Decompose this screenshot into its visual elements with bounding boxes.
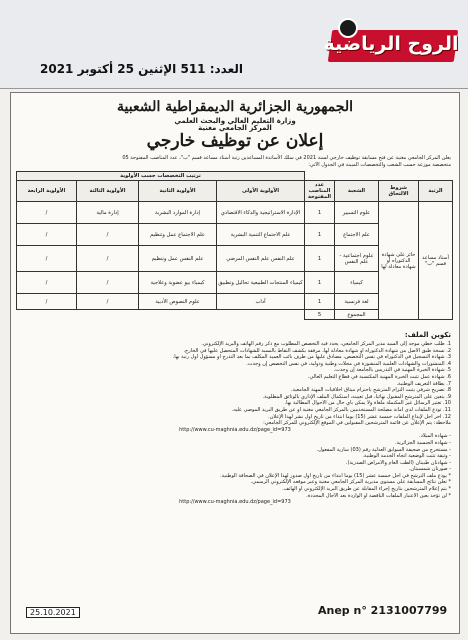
list-item: 8. تصريح شرفي يثبت التزام المترشح باحترام ميثاق أخلاقيات المهنة الجامعية. — [290, 387, 451, 394]
priority-cell: الإدارة الاستراتيجية والذكاء الاقتصادي — [217, 202, 305, 224]
header-cell: الأولوية الرابعة — [16, 181, 76, 202]
list-item: - شهادة الجنسية الجزائرية. — [395, 439, 451, 446]
list-item: - مستخرج من صحيفة السوابق العدلية رقم (03) سارية المفعول. — [316, 446, 451, 453]
announcement-title: إعلان عن توظيف خارجي — [146, 131, 324, 151]
table-header-row — [16, 181, 452, 202]
positions-table — [17, 171, 453, 320]
intro-text: يعلن المركز الجامعي مغنية عن فتح مسابقة توظيف خارجي لسنة 2021 في سلك الأساتذة المساعدين رتبة أستاذ مساعد قسم "ب"، عدد المناصب المفتوحة 05 — [122, 155, 451, 161]
priority-cell: علم الاجتماع عمل وتنظيم — [139, 224, 217, 246]
newspaper-masthead — [0, 0, 468, 89]
header-cell: الأولوية الثانية — [139, 181, 217, 202]
anep-number: Anep n° 2131007799 — [318, 604, 448, 617]
priority-cell: إدارة مالية — [77, 202, 139, 224]
list-item: 1. طلب خطي موجه إلى السيد مدير المركز الجامعي، يحدد فيه التخصص المطلوب مع ذكر رقم الهاتف والبريد الإلكتروني. — [201, 341, 451, 347]
header-cell: الأولوية الثالثة — [77, 181, 139, 202]
list-item: * يودع ملف الترشح في أجل خمسة عشر (15) يوما ابتداء من تاريخ أول صدور لهذا الإعلان في الصحافة الوطنية. — [220, 472, 451, 479]
priority-group-header: ترتيب التخصصات حسب الأولوية — [16, 172, 304, 181]
list-item: - شهادتان طبيتان (الطب العام والأمراض الصدرية). — [345, 459, 451, 466]
list-item: 5. شهادة الخبرة المهنية في التدريس بالجامعة إن وجدت. — [333, 367, 451, 374]
list-item: * لن تؤخذ بعين الاعتبار الملفات الناقصة أو الواردة بعد الآجال المحددة. — [306, 492, 451, 499]
priority-cell: علوم النصوص الأدبية — [139, 294, 217, 310]
total-value: 5 — [305, 310, 335, 320]
count-cell: 1 — [305, 272, 335, 294]
priority-cell: / — [16, 294, 76, 310]
priority-cell: علم الاجتماع التنمية البشرية — [217, 224, 305, 246]
center-line: المركز الجامعي مغنية — [198, 124, 272, 132]
priority-cell: إدارة الموارد البشرية — [139, 202, 217, 224]
table-row — [16, 202, 452, 224]
priority-cell: / — [16, 246, 76, 272]
list-item: 10. تعتبر الرسائل غير المكتملة ملغاة ولا يمكن بأي حال من الأحوال المطالبة بها. — [284, 400, 451, 407]
announcement-page — [10, 92, 460, 634]
branch-cell: لغة فرنسية — [335, 294, 379, 310]
list-item: 11. تودع الملفات لدى أمانة مصلحة المستخدمين بالمركز الجامعي مغنية أو عن طريق البريد الموصى عليه. — [231, 406, 451, 413]
rank-cell: أستاذ مساعد قسم "ب" — [419, 202, 453, 320]
priority-cell: كيمياء المنتجات الطبيعية تحاليل وتطبيق — [217, 272, 305, 294]
header-cell: الرتبة — [419, 181, 453, 202]
issue-info: العدد: 511 الإثنين 25 أكتوبر 2021 — [40, 62, 243, 76]
priority-cell: / — [77, 294, 139, 310]
priority-cell: / — [77, 272, 139, 294]
ministry-line: وزارة التعليم العالي والبحث العلمي — [174, 117, 296, 125]
url-link[interactable]: http://www.cu-maghnia.edu.dz/page_id=973 — [179, 426, 291, 433]
count-cell: 1 — [305, 294, 335, 310]
url-link[interactable]: http://www.cu-maghnia.edu.dz/page_id=973 — [179, 499, 291, 506]
list-item: 2. نسخة طبق الأصل من شهادة الدكتوراه أو شهادة معادلة لها، مرفقة بكشف النقاط بالنسبة للشهادات المتحصل عليها في الخارج. — [183, 347, 451, 354]
priority-cell: / — [16, 224, 76, 246]
list-item: - صورتان شمسيتان. — [408, 466, 451, 473]
list-item: - شهادة الميلاد. — [419, 433, 451, 440]
header-cell: شروط الالتحاق — [379, 181, 419, 202]
documents-title: تكوين الملف: — [404, 331, 451, 339]
priority-cell: علم النفس عمل وتنظيم — [139, 246, 217, 272]
branch-cell: علوم التسيير — [335, 202, 379, 224]
list-item: 9. يتعين على المترشح المقبول نهائيا، قبل تعيينه، استكمال الملف الإداري بالوثائق المطلوبة. — [262, 393, 451, 400]
documents-list — [19, 341, 451, 506]
list-item: - وثيقة تثبت الوضعية اتجاه الخدمة الوطنية. — [362, 453, 451, 460]
priority-cell: / — [16, 202, 76, 224]
total-label: المجموع — [335, 310, 379, 320]
list-item: 12. آخر أجل لإيداع الملفات خمسة عشر (15) يوما ابتداء من تاريخ أول نشر لهذا الإعلان. — [267, 413, 451, 420]
branch-cell: كيمياء — [335, 272, 379, 294]
priority-cell: آداب — [217, 294, 305, 310]
count-cell: 1 — [305, 224, 335, 246]
intro-text-2: متخصصة موزعة حسب الشعب والتخصصات المبينة في الجدول الآتي: — [308, 162, 451, 168]
republic-heading: الجمهورية الجزائرية الديمقراطية الشعبية — [116, 99, 353, 115]
list-item: * تعلن نتائج المسابقة على مستوى مديرية المركز الجامعي مغنية وعبر موقعه الإلكتروني الرسمي. — [250, 479, 451, 486]
conditions-cell: حائز على شهادة الدكتوراه أو شهادة معادلة لها — [379, 202, 419, 320]
header-cell: الشعبة — [335, 181, 379, 202]
branch-cell: علم الاجتماع — [335, 224, 379, 246]
header-cell: الأولوية الأولى — [217, 181, 305, 202]
list-item: 3. شهادة التسجيل في الدكتوراه في نفس التخصص، مصادق عليها من طرف نائب العميد المكلف بما بعد التدرج أو مسؤول أول رتبة بها. — [172, 354, 451, 361]
list-item: 4. المنشورات والشهادات العلمية المنشورة في مجلات وطنية ودولية، في نفس التخصص إن وجدت. — [246, 360, 451, 367]
priority-cell: علم النفس علم النفس المرضي — [217, 246, 305, 272]
priority-cell: كيمياء بيو عضوية وعلاجية — [139, 272, 217, 294]
count-cell: 1 — [305, 202, 335, 224]
publication-date: 25.10.2021 — [26, 607, 80, 618]
newspaper-logo: الروح الرياضية — [323, 33, 459, 55]
priority-cell: / — [77, 224, 139, 246]
branch-cell: علوم اجتماعية - علم النفس — [335, 246, 379, 272]
priority-cell: / — [16, 272, 76, 294]
count-cell: 1 — [305, 246, 335, 272]
list-item: * يتم إعلام المترشحين بتاريخ إجراء المقابلة عن طريق البريد الإلكتروني أو الهاتف. — [282, 486, 451, 493]
list-item: 6. شهادة عمل تثبت الخبرة المهنية المكتسبة في قطاع التعليم العالي. — [307, 373, 451, 380]
header-cell: عدد المناصب المفتوحة — [305, 181, 335, 202]
priority-cell: / — [77, 246, 139, 272]
list-item: 7. بطاقة التعريف الوطنية. — [396, 380, 451, 387]
list-item: ملاحظة: يتم الإعلان عن قائمة المترشحين المقبولين في الموقع الإلكتروني للمركز الجامعي: — [263, 420, 451, 427]
